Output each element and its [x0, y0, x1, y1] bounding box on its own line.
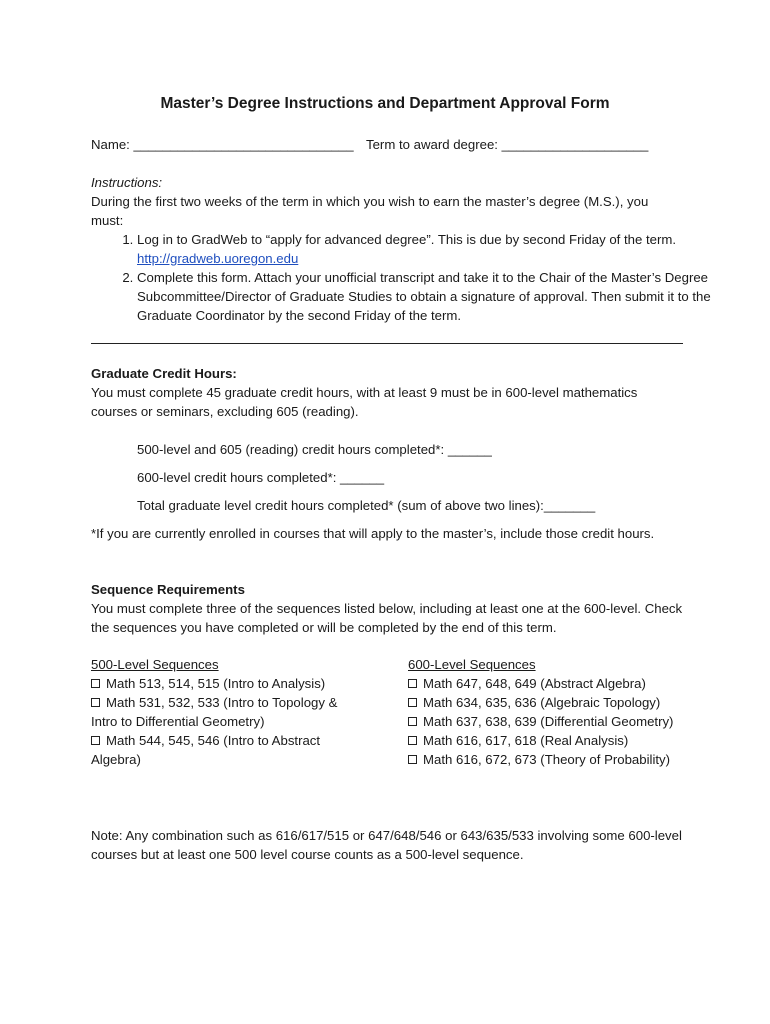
sequence-500-item[interactable]: Math 513, 514, 515 (Intro to Analysis) [91, 674, 366, 693]
checkbox-icon[interactable] [91, 698, 100, 707]
sequence-note: Note: Any combination such as 616/617/515 or 647/648/546 or 643/635/533 involving some 600-level courses but at least one 500 level course counts as a 500-level sequence. [91, 828, 682, 862]
checkbox-icon[interactable] [91, 736, 100, 745]
credit-hours-heading: Graduate Credit Hours: [91, 366, 237, 381]
checkbox-icon[interactable] [408, 755, 417, 764]
step-2 [137, 268, 729, 325]
sequences-500-column [91, 655, 366, 769]
checkbox-icon[interactable] [408, 679, 417, 688]
sequence-heading: Sequence Requirements [91, 582, 245, 597]
credit-hours-description: You must complete 45 graduate credit hours, with at least 9 must be in 600-level mathematics courses or seminars, excluding 605 (reading). [91, 385, 638, 419]
credit-footnote: *If you are currently enrolled in courses that will apply to the master’s, include those credit hours. [91, 526, 655, 541]
sequences-600-column [408, 655, 683, 769]
sequence-500-item[interactable]: Math 531, 532, 533 (Intro to Topology & Intro to Differential Geometry) [91, 695, 338, 729]
sequence-600-item[interactable]: Math 616, 617, 618 (Real Analysis) [408, 731, 683, 750]
credit-line-total[interactable]: Total graduate level credit hours completed* (sum of above two lines):_______ [137, 498, 596, 513]
name-field[interactable]: Name: ______________________________ [91, 137, 354, 152]
credit-line-600[interactable]: 600-level credit hours completed*: ______ [137, 470, 385, 485]
credit-line-500[interactable]: 500-level and 605 (reading) credit hours completed*: ______ [137, 442, 492, 457]
term-field[interactable]: Term to award degree: ____________________ [366, 137, 649, 152]
sequence-600-item[interactable]: Math 637, 638, 639 (Differential Geometry) [408, 712, 683, 731]
checkbox-icon[interactable] [91, 679, 100, 688]
page-title: Master’s Degree Instructions and Department Approval Form [160, 95, 610, 112]
checkbox-icon[interactable] [408, 717, 417, 726]
sequence-500-item[interactable]: Math 544, 545, 546 (Intro to Abstract Algebra) [91, 733, 321, 767]
gradweb-link[interactable]: http://gradweb.uoregon.edu [137, 251, 299, 266]
instructions-steps [91, 230, 729, 325]
checkbox-icon[interactable] [408, 736, 417, 745]
checkbox-icon[interactable] [408, 698, 417, 707]
sequences-500-heading: 500-Level Sequences [91, 657, 219, 672]
step-2-text: Complete this form. Attach your unofficial transcript and take it to the Chair of the Master’s Degree Subcommittee/Director of Graduate Studies to obtain a signature of approval. Then submit it to the Graduate Coordinator by the second Friday of the term. [137, 270, 711, 323]
sequence-description: You must complete three of the sequences listed below, including at least one at the 600-level. Check the sequences you have completed or will be completed by the end of this term. [91, 601, 683, 635]
sequences-600-heading: 600-Level Sequences [408, 657, 536, 672]
step-1-text: Log in to GradWeb to “apply for advanced degree”. This is due by second Friday of the term. [137, 232, 677, 247]
instructions-heading: Instructions: [91, 175, 163, 190]
step-1 [137, 230, 729, 268]
section-divider [91, 343, 683, 344]
sequence-600-item[interactable]: Math 616, 672, 673 (Theory of Probability) [408, 750, 683, 769]
instructions-intro: During the first two weeks of the term in which you wish to earn the master’s degree (M.S.), you must: [91, 194, 649, 228]
sequence-600-item[interactable]: Math 647, 648, 649 (Abstract Algebra) [408, 674, 683, 693]
sequence-600-item[interactable]: Math 634, 635, 636 (Algebraic Topology) [408, 693, 683, 712]
